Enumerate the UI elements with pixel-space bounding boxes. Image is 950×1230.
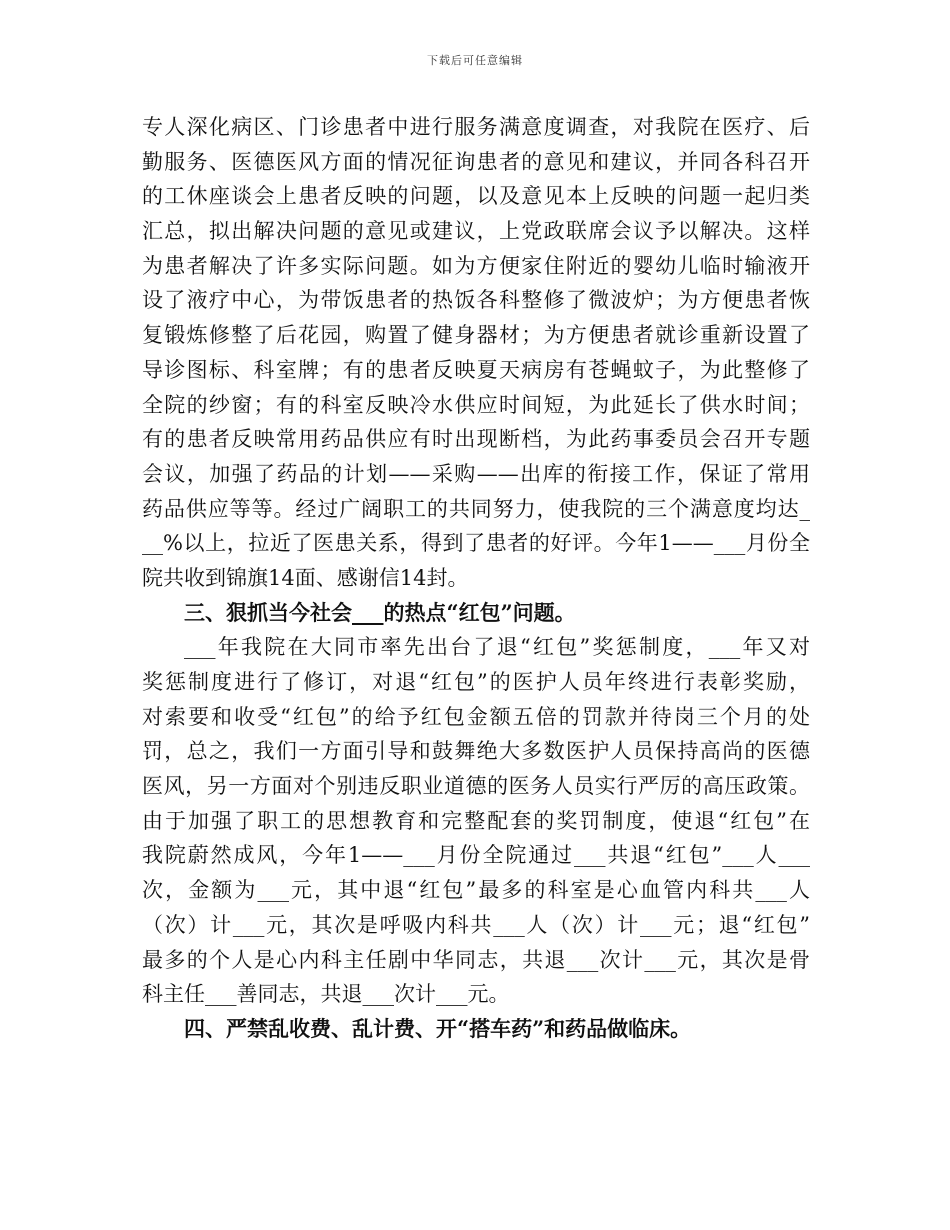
paragraph-line: __%以上，拉近了医患关系，得到了患者的好评。今年1——___月份全 <box>142 531 810 556</box>
page-header: 下载后可任意编辑 <box>427 54 523 67</box>
paragraph-line: 专人深化病区、门诊患者中进行服务满意度调查，对我院在医疗、后 <box>142 115 810 139</box>
paragraph-line: 药品供应等等。经过广阔职工的共同努力，使我院的三个满意度均达_ <box>142 496 810 521</box>
paragraph-line: 最多的个人是心内科主任剧中华同志，共退___次计___元，其次是骨 <box>142 947 810 972</box>
paragraph-line: 为患者解决了许多实际问题。如为方便家住附近的婴幼儿临时输液开 <box>142 253 810 278</box>
document-body <box>142 110 810 1047</box>
paragraph-line: 勤服务、医德医风方面的情况征询患者的意见和建议，并同各科召开 <box>142 149 810 174</box>
paragraph-line: 我院蔚然成风，今年1——___月份全院通过___共退“红包”___人___ <box>142 843 810 868</box>
paragraph-line: 对索要和收受“红包”的给予红包金额五倍的罚款并待岗三个月的处 <box>142 704 810 729</box>
paragraph-line: 奖惩制度进行了修订，对退“红包”的医护人员年终进行表彰奖励， <box>142 670 810 694</box>
paragraph-line: 院共收到锦旗14面、感谢信14封。 <box>142 565 469 590</box>
paragraph-line: 科主任___善同志，共退___次计___元。 <box>142 982 510 1007</box>
paragraph-line: ___年我院在大同市率先出台了退“红包”奖惩制度，___年又对 <box>184 635 810 660</box>
paragraph-line: 由于加强了职工的思想教育和完整配套的奖罚制度，使退“红包”在 <box>142 808 810 833</box>
section-heading-3: 三、狠抓当今社会___的热点“红包”问题。 <box>184 599 576 625</box>
paragraph-line: 罚，总之，我们一方面引导和鼓舞绝大多数医护人员保持高尚的医德 <box>142 739 810 764</box>
paragraph-line: 汇总，拟出解决问题的意见或建议，上党政联席会议予以解决。这样 <box>142 219 810 244</box>
paragraph-line: 的工休座谈会上患者反映的问题，以及意见本上反映的问题一起归类 <box>142 184 810 209</box>
paragraph-line: （次）计___元，其次是呼吸内科共___人（次）计___元；退“红包” <box>142 912 810 937</box>
section-heading-4: 四、严禁乱收费、乱计费、开“搭车药”和药品做临床。 <box>184 1015 692 1041</box>
paragraph-line: 全院的纱窗；有的科室反映冷水供应时间短，为此延长了供水时间； <box>142 392 810 417</box>
paragraph-line: 次，金额为___元，其中退“红包”最多的科室是心血管内科共___人 <box>142 878 810 903</box>
paragraph-line: 设了液疗中心，为带饭患者的热饭各科整修了微波炉；为方便患者恢 <box>142 288 810 313</box>
paragraph-line: 有的患者反映常用药品供应有时出现断档，为此药事委员会召开专题 <box>142 427 810 452</box>
paragraph-line: 导诊图标、科室牌；有的患者反映夏天病房有苍蝇蚊子，为此整修了 <box>142 357 810 382</box>
paragraph-line: 复锻炼修整了后花园，购置了健身器材；为方便患者就诊重新设置了 <box>142 323 810 348</box>
paragraph-line: 医风，另一方面对个别违反职业道德的医务人员实行严厉的高压政策。 <box>142 774 810 799</box>
paragraph-line: 会议，加强了药品的计划——采购——出库的衔接工作，保证了常用 <box>142 461 810 486</box>
